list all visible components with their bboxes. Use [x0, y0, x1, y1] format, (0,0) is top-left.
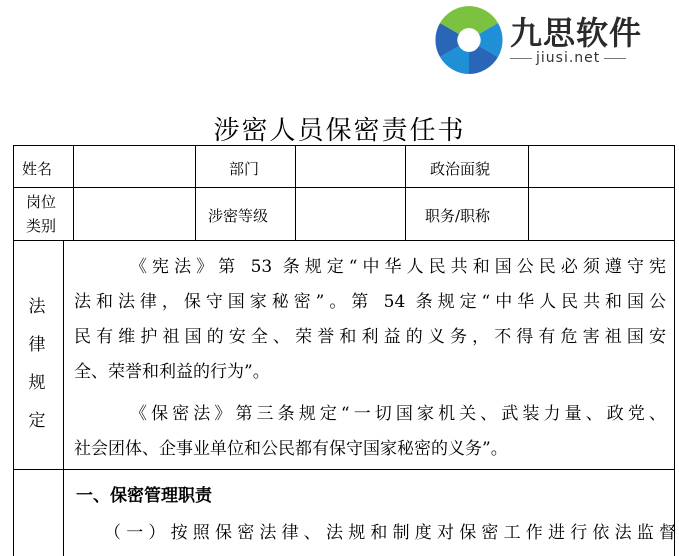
politics-label: 政治面貌	[430, 160, 491, 178]
position-field[interactable]	[529, 188, 673, 239]
dept-label: 部门	[229, 160, 260, 178]
dept-field[interactable]	[296, 146, 404, 186]
name-field[interactable]	[74, 146, 194, 186]
document-title: 涉密人员保密责任书	[213, 116, 466, 146]
law-para-line: 社会团体、企事业单位和公民都有保守国家秘密的义务”。	[74, 439, 508, 459]
duties-heading: 一、保密管理职责	[76, 486, 212, 506]
law-label-char: 法	[28, 297, 46, 317]
name-label: 姓名	[22, 160, 53, 178]
duties-item: （一）按照保密法律、法规和制度对保密工作进行依法监督	[104, 523, 676, 543]
post-label-line2: 类别	[26, 217, 57, 235]
post-label-line1: 岗位	[26, 193, 57, 211]
politics-field[interactable]	[529, 146, 673, 186]
secret-level-label: 涉密等级	[208, 207, 269, 225]
logo-brand: 九思软件	[510, 14, 643, 52]
law-label-char: 律	[28, 335, 46, 355]
law-para-line: 民有维护祖国的安全、荣誉和利益的义务，不得有危害祖国安	[74, 327, 666, 347]
law-para-line: 法和法律，保守国家秘密”。第 54 条规定“中华人民共和国公	[74, 292, 666, 312]
position-label: 职务/职称	[425, 207, 491, 225]
law-para-line: 《保密法》第三条规定“一切国家机关、武装力量、政党、	[130, 404, 666, 424]
logo-site	[506, 50, 630, 66]
secret-level-field[interactable]	[296, 188, 404, 239]
law-para-line: 全、荣誉和利益的行为”。	[74, 362, 270, 382]
post-field[interactable]	[74, 188, 194, 239]
law-label-char: 定	[28, 411, 46, 431]
law-label-char: 规	[28, 373, 46, 393]
logo-site-text: jiusi.net	[536, 50, 601, 66]
law-para-line: 《宪法》第 53 条规定“中华人民共和国公民必须遵守宪	[130, 257, 666, 277]
